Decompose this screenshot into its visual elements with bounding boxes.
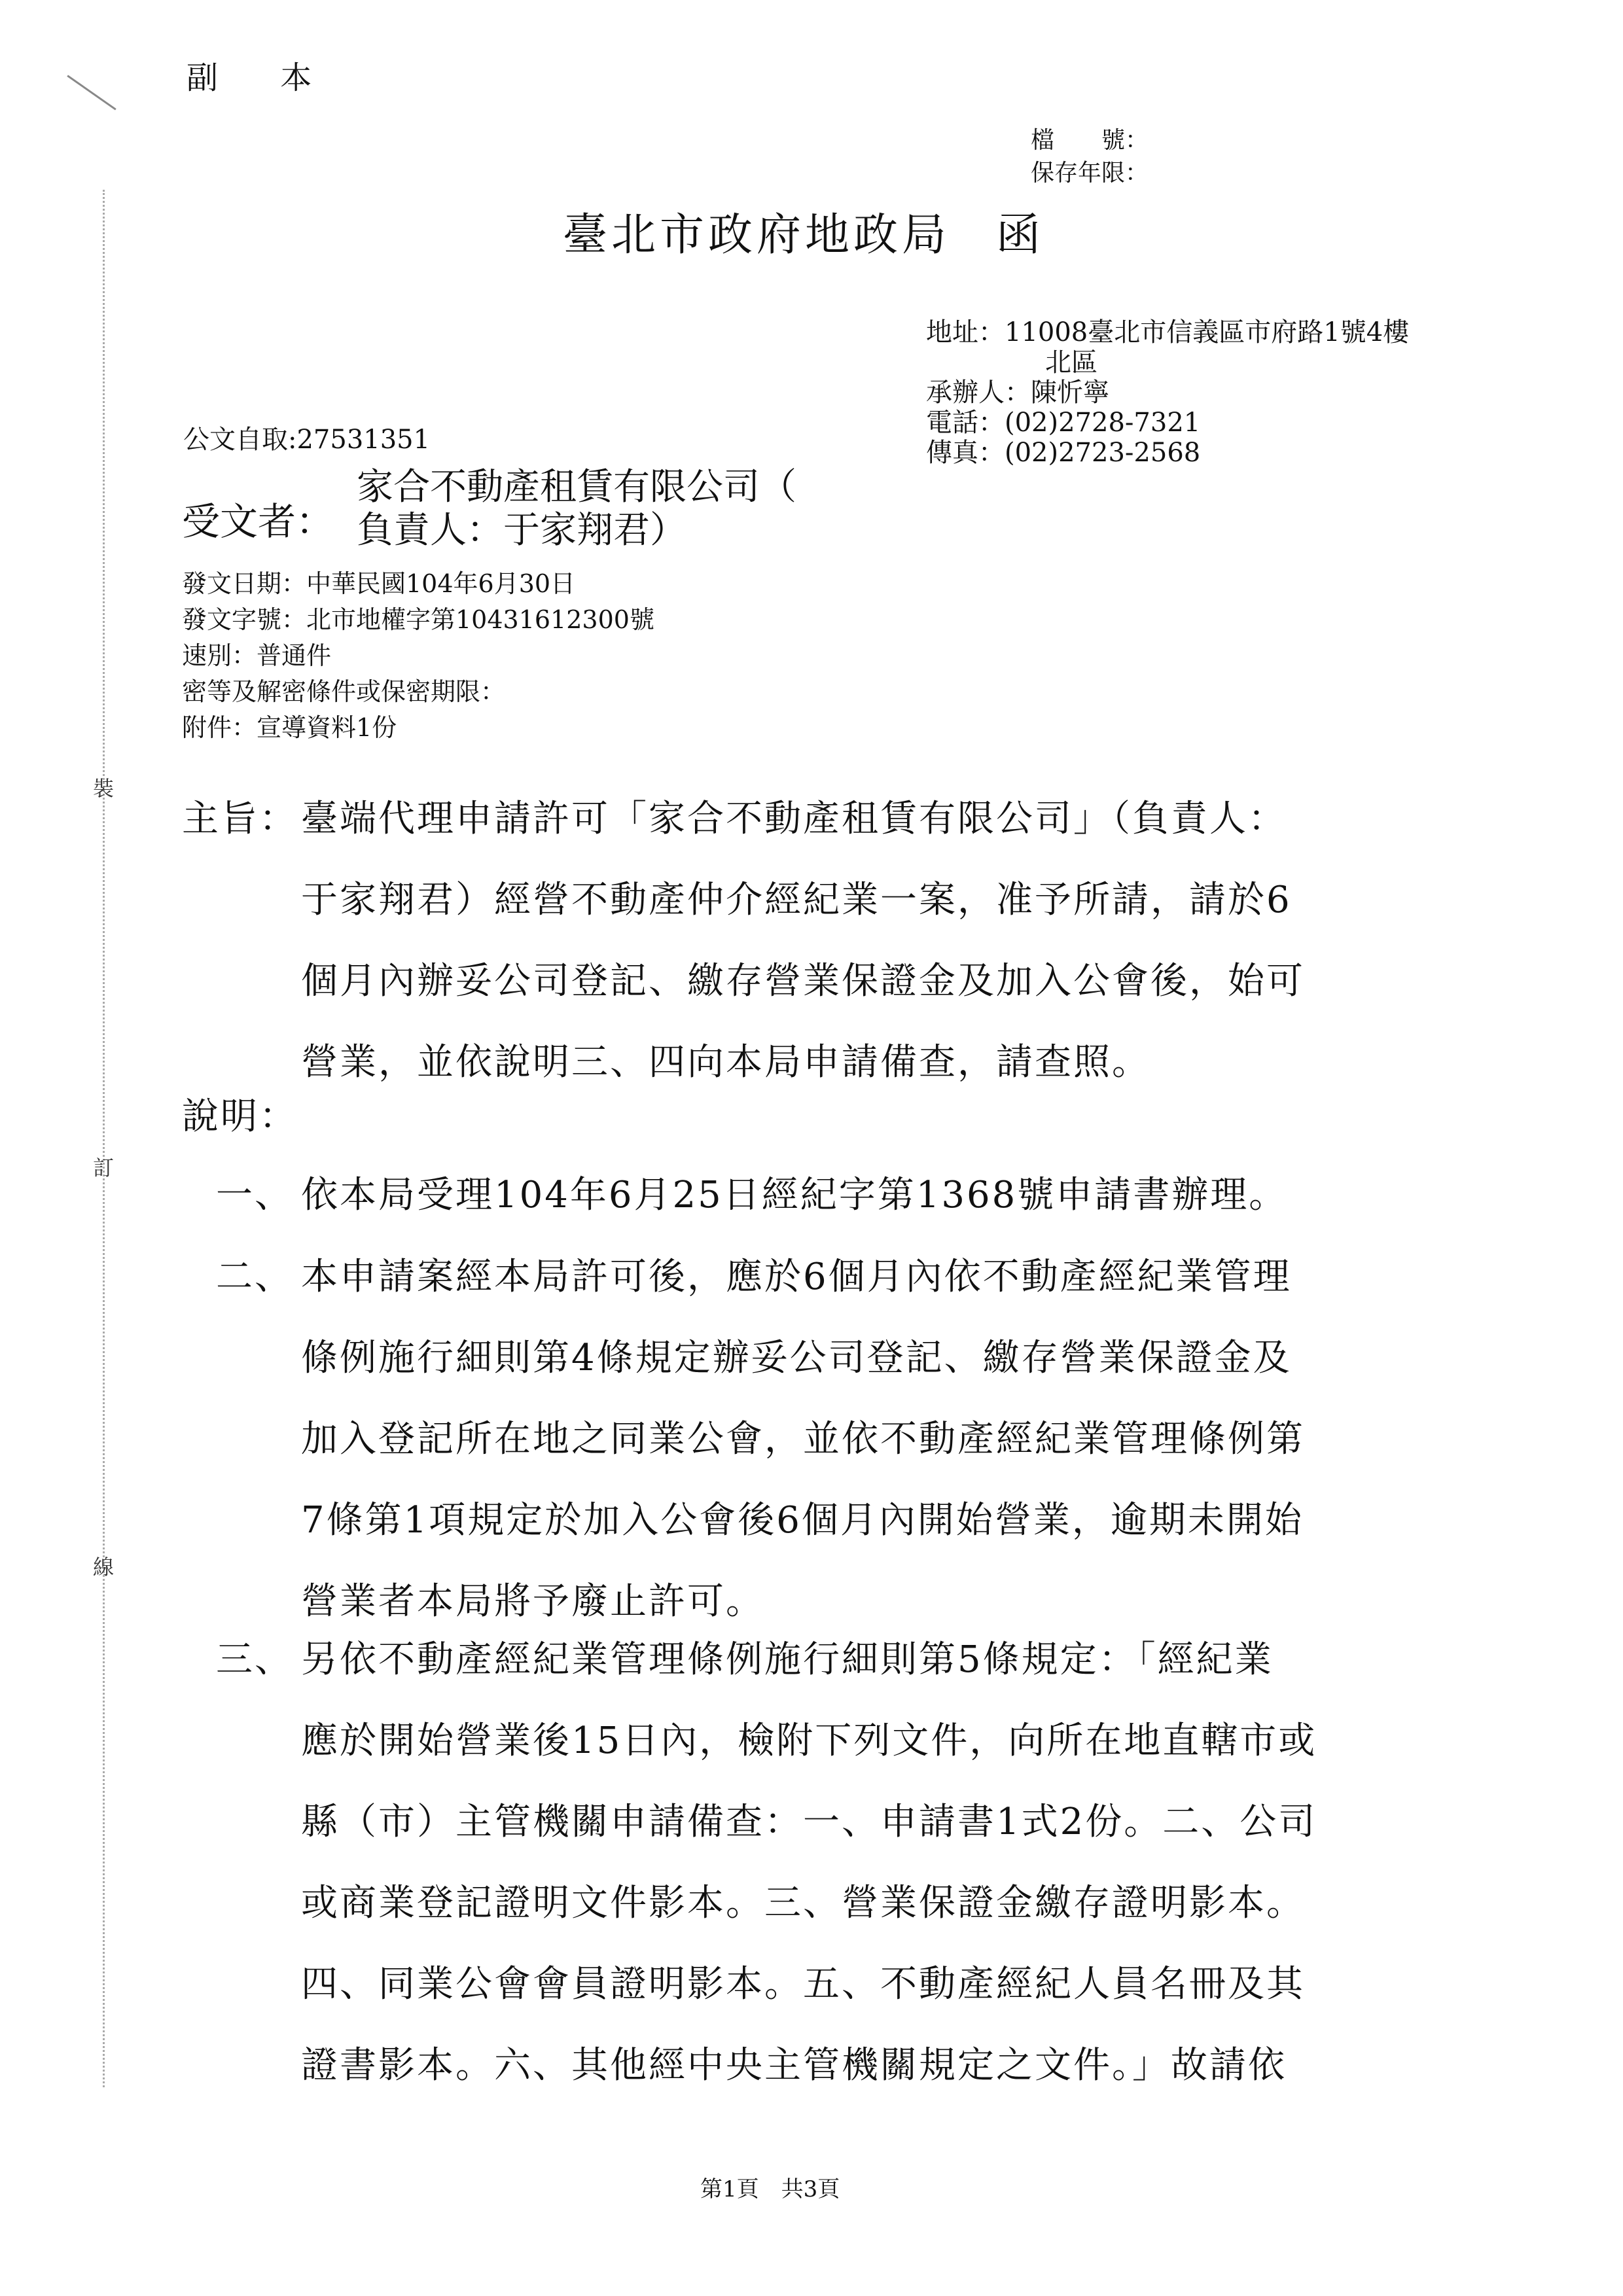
subject-label: 主旨： — [182, 798, 298, 840]
explanation-line: 縣（市）主管機關申請備查：一、申請書1式2份。二、公司 — [301, 1801, 1317, 1843]
binding-mark-ding: 訂 — [93, 1156, 115, 1180]
phone: 電話：(02)2728-7321 — [926, 408, 1201, 438]
address-line-1: 地址：11008臺北市信義區市府路1號4樓 — [926, 317, 1410, 347]
explanation-item-number: 一、 — [216, 1174, 293, 1216]
explanation-item-3 — [301, 1619, 1317, 2106]
explanation-line: 營業者本局將予廢止許可。 — [301, 1580, 764, 1623]
explanation-item-number: 二、 — [216, 1256, 293, 1298]
pen-scribble — [67, 75, 116, 110]
address-line-2: 北區 — [1045, 347, 1097, 378]
issue-date: 發文日期：中華民國104年6月30日 — [182, 569, 576, 598]
document-title — [563, 200, 1044, 263]
explanation-label: 說明： — [182, 1095, 298, 1138]
explanation-item-1 — [301, 1155, 1287, 1236]
page-number: 第1頁 共3頁 — [700, 2176, 840, 2202]
subject-text — [301, 779, 1305, 1103]
explanation-line: 條例施行細則第4條規定辦妥公司登記、繳存營業保證金及 — [301, 1337, 1292, 1379]
reference-number: 發文字號：北市地權字第10431612300號 — [182, 605, 654, 634]
handler: 承辦人：陳忻寧 — [926, 378, 1109, 408]
explanation-line: 另依不動產經紀業管理條例施行細則第5條規定：「經紀業 — [301, 1638, 1274, 1681]
explanation-line: 加入登記所在地之同業公會，並依不動產經紀業管理條例第 — [301, 1418, 1305, 1460]
self-pickup-number: 公文自取:27531351 — [183, 425, 431, 455]
retention-period-label: 保存年限： — [1031, 160, 1149, 186]
address-block — [926, 317, 1409, 468]
delivery-speed: 速別：普通件 — [182, 641, 332, 670]
binding-mark-xian: 線 — [93, 1555, 115, 1580]
document-type: 函 — [996, 209, 1045, 261]
explanation-line: 或商業登記證明文件影本。三、營業保證金繳存證明影本。 — [301, 1882, 1305, 1924]
subject-line: 臺端代理申請許可「家合不動產租賃有限公司」（負責人： — [301, 798, 1287, 840]
subject-line: 營業，並依說明三、四向本局申請備查，請查照。 — [301, 1041, 1150, 1084]
explanation-line: 應於開始營業後15日內，檢附下列文件，向所在地直轄市或 — [301, 1720, 1317, 1762]
copy-mark: 副 本 — [187, 60, 338, 96]
fax: 傳真：(02)2723-2568 — [926, 438, 1201, 468]
attachment: 附件：宣導資料1份 — [182, 713, 397, 742]
binding-mark-zhuang: 裝 — [93, 776, 115, 801]
explanation-line: 7條第1項規定於加入公會後6個月內開始營業，逾期未開始 — [301, 1499, 1304, 1542]
document-meta — [182, 566, 654, 746]
recipient-line-1: 家合不動產租賃有限公司（ — [357, 466, 796, 508]
file-meta — [1031, 124, 1149, 190]
explanation-line: 證書影本。六、其他經中央主管機關規定之文件。」故請依 — [301, 2044, 1287, 2087]
explanation-line: 依本局受理104年6月25日經紀字第1368號申請書辦理。 — [301, 1174, 1288, 1216]
recipient-line-2: 負責人：于家翔君） — [357, 509, 687, 552]
explanation-line: 本申請案經本局許可後，應於6個月內依不動產經紀業管理 — [301, 1256, 1292, 1298]
secrecy-level: 密等及解密條件或保密期限： — [182, 677, 506, 706]
explanation-item-number: 三、 — [216, 1638, 293, 1681]
issuer-name: 臺北市政府地政局 — [563, 209, 951, 261]
file-number-label: 檔 號： — [1031, 127, 1149, 154]
explanation-item-2 — [301, 1237, 1305, 1642]
recipient-label: 受文者： — [182, 499, 334, 544]
subject-line: 個月內辦妥公司登記、繳存營業保證金及加入公會後，始可 — [301, 960, 1305, 1002]
binding-line — [103, 190, 105, 2087]
explanation-line: 四、同業公會會員證明影本。五、不動產經紀人員名冊及其 — [301, 1963, 1305, 2005]
subject-line: 于家翔君）經營不動產仲介經紀業一案，准予所請，請於6 — [301, 879, 1292, 921]
recipient-name — [357, 466, 796, 552]
